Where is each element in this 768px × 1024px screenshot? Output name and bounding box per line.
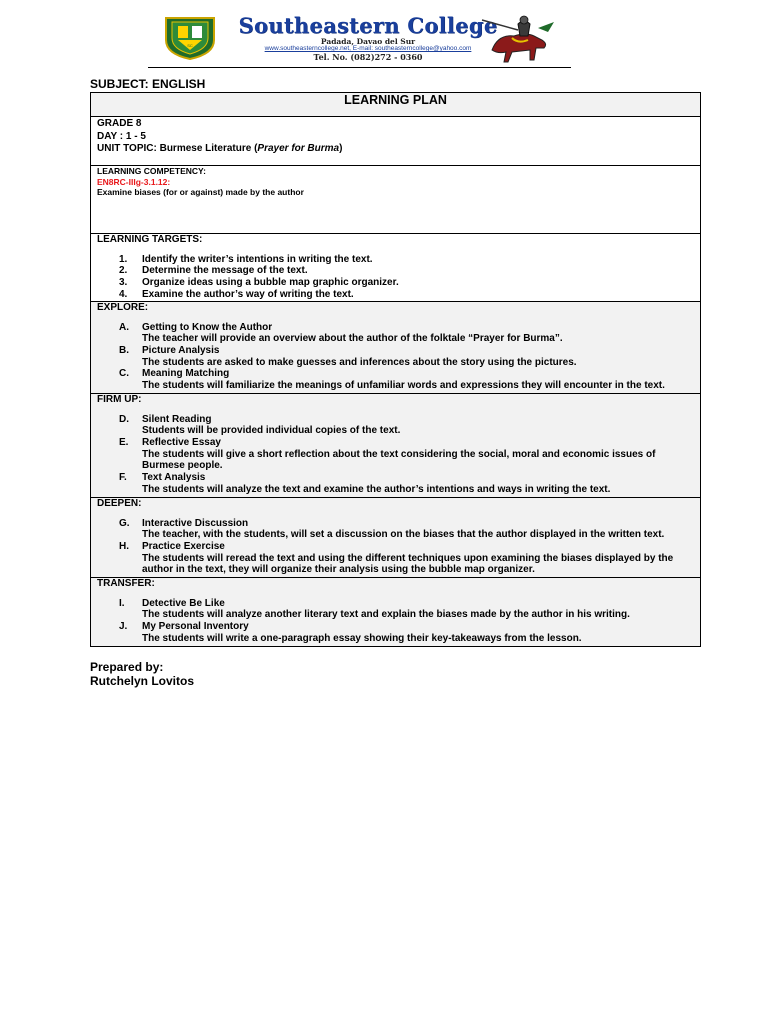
item-title: Interactive Discussion <box>142 517 249 529</box>
prepared-by-label: Prepared by: <box>90 660 164 674</box>
transfer-heading: TRANSFER: <box>97 578 155 589</box>
list-item <box>91 368 700 380</box>
svg-text:SC: SC <box>187 43 193 48</box>
item-description: The students will write a one-paragraph essay showing their key-takeaways from the lesson. <box>142 632 582 644</box>
transfer-section <box>91 578 700 646</box>
item-description: Students will be provided individual copies of the text. <box>142 425 401 437</box>
letterhead <box>148 12 571 68</box>
item-marker: E. <box>119 436 129 448</box>
college-web-email[interactable]: www.southeasterncollege.net, E-mail: southeasterncollege@yahoo.com <box>264 45 472 52</box>
competency-heading: LEARNING COMPETENCY: <box>97 166 206 176</box>
deepen-section <box>91 498 700 578</box>
college-telephone: Tel. No. (082)272 - 0360 <box>313 52 423 62</box>
item-marker: 1. <box>119 253 128 265</box>
item-description: The students will familiarize the meanings of unfamiliar words and expressions they will encounter in the text. <box>142 380 665 392</box>
list-item <box>91 541 700 553</box>
item-title: Silent Reading <box>142 413 212 425</box>
unit-topic-suffix: ) <box>339 143 343 154</box>
item-description: The students will give a short reflection about the text considering the social, moral and economic issues of Burmese people. <box>142 448 656 472</box>
knight-on-horse-emblem-icon <box>478 14 560 64</box>
item-title: Reflective Essay <box>142 436 221 448</box>
list-item <box>91 414 700 426</box>
plan-title: LEARNING PLAN <box>344 93 447 107</box>
firm-up-section <box>91 394 700 498</box>
prepared-by-name: Rutchelyn Lovitos <box>90 674 195 688</box>
item-marker: C. <box>119 368 129 380</box>
explore-heading: EXPLORE: <box>97 302 149 313</box>
subject-label: SUBJECT: ENGLISH <box>90 77 206 91</box>
item-description: The students will analyze the text and examine the author’s intentions and ways in writing the text. <box>142 483 611 495</box>
item-marker: B. <box>119 344 129 356</box>
item-text: Identify the writer’s intentions in writing the text. <box>142 253 373 265</box>
unit-topic-line <box>91 143 700 156</box>
list-item <box>91 472 700 484</box>
item-title: Getting to Know the Author <box>142 321 273 333</box>
school-shield-logo-icon <box>164 16 216 60</box>
item-title: Practice Exercise <box>142 540 225 552</box>
item-text: Determine the message of the text. <box>142 265 308 277</box>
item-marker: H. <box>119 540 129 552</box>
grade-line: GRADE 8 <box>97 118 142 129</box>
item-title: Detective Be Like <box>142 597 225 609</box>
item-marker: 2. <box>119 265 128 277</box>
item-description: The students will analyze another literary text and explain the biases made by the author in his writing. <box>142 609 630 621</box>
competency-code: EN8RC-IIIg-3.1.12: <box>97 176 171 187</box>
item-marker: J. <box>119 620 128 632</box>
day-line: DAY : 1 - 5 <box>97 130 146 142</box>
targets-heading: LEARNING TARGETS: <box>97 234 203 245</box>
learning-competency-section <box>91 166 700 234</box>
list-item <box>91 254 700 266</box>
list-item <box>91 518 700 530</box>
item-marker: 3. <box>119 276 128 288</box>
item-marker: A. <box>119 321 129 333</box>
item-description: The teacher will provide an overview about the author of the folktale “Prayer for Burma”. <box>142 333 563 345</box>
item-title: Text Analysis <box>142 472 206 484</box>
item-text: Organize ideas using a bubble map graphic organizer. <box>142 276 399 288</box>
list-item <box>91 265 700 277</box>
item-description: The students are asked to make guesses and inferences about the story using the pictures. <box>142 356 577 368</box>
learning-plan-table <box>90 92 701 647</box>
item-title: Picture Analysis <box>142 344 220 356</box>
explore-section <box>91 302 700 394</box>
item-marker: G. <box>119 517 130 529</box>
list-item <box>91 437 700 449</box>
college-name: Southeastern College <box>238 13 498 38</box>
item-description: The teacher, with the students, will set a discussion on the biases that the author displayed in the written text. <box>142 529 665 541</box>
plan-title-section <box>91 93 700 117</box>
plan-info-section <box>91 117 700 166</box>
prepared-by-block <box>90 660 194 688</box>
list-item <box>91 289 700 301</box>
item-marker: I. <box>119 597 125 609</box>
item-marker: F. <box>119 472 127 484</box>
college-address: Padada, Davao del Sur <box>320 37 416 46</box>
deepen-heading: DEEPEN: <box>97 498 142 509</box>
list-item <box>91 621 700 633</box>
list-item <box>91 345 700 357</box>
item-marker: 4. <box>119 288 128 300</box>
item-title: My Personal Inventory <box>142 620 249 632</box>
unit-topic-title: Prayer for Burma <box>257 143 340 154</box>
learning-targets-section <box>91 234 700 302</box>
list-item <box>91 598 700 610</box>
list-item <box>91 277 700 289</box>
firm-up-heading: FIRM UP: <box>97 394 142 405</box>
item-title: Meaning Matching <box>142 368 230 380</box>
item-marker: D. <box>119 413 129 425</box>
competency-description: Examine biases (for or against) made by the author <box>97 187 304 197</box>
item-description: The students will reread the text and using the different techniques upon examining the biases displayed by the author in the text, they will organize their analysis using the bubble map organizer. <box>142 552 674 576</box>
item-text: Examine the author’s way of writing the text. <box>142 288 354 300</box>
list-item <box>91 322 700 334</box>
unit-topic-prefix: UNIT TOPIC: Burmese Literature ( <box>97 143 258 154</box>
